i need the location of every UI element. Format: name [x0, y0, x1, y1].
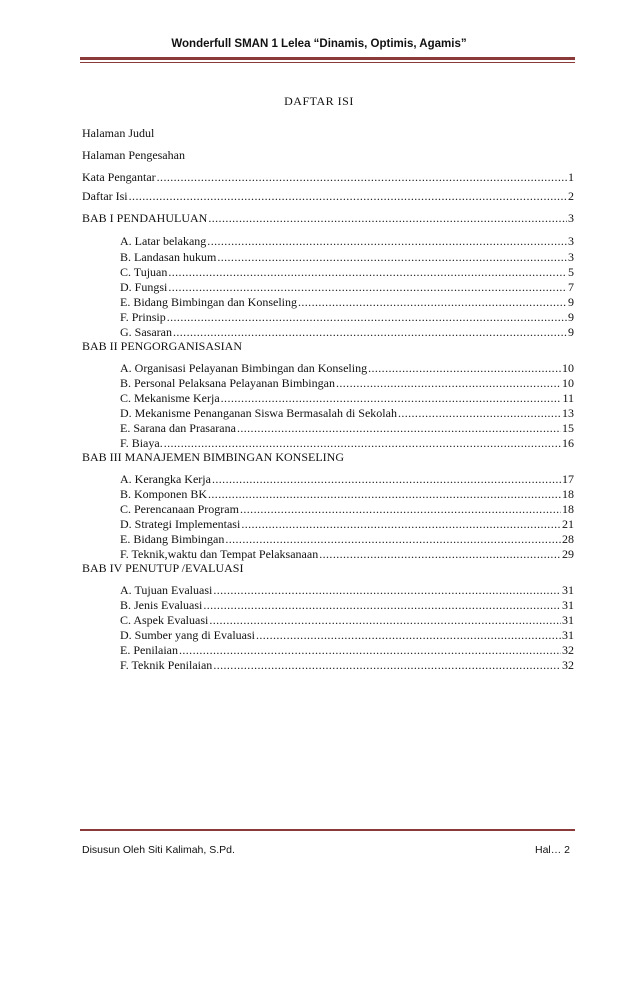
toc-subentry-label: C. Perencanaan Program [120, 502, 239, 516]
toc-leader [173, 325, 567, 340]
toc-front-halaman-judul: Halaman Judul [82, 126, 155, 140]
toc-subentry-page: 5 [568, 265, 574, 279]
toc-subentry[interactable] [120, 361, 574, 376]
toc-subentry[interactable] [120, 295, 574, 310]
footer-author: Disusun Oleh Siti Kalimah, S.Pd. [82, 844, 235, 856]
toc-subentry-page: 9 [568, 295, 574, 309]
toc-leader [209, 613, 561, 628]
toc-subentry[interactable] [120, 391, 574, 406]
toc-subentry[interactable] [120, 487, 574, 502]
toc-chapter-heading[interactable]: BAB II PENGORGANISASIAN [82, 339, 243, 353]
toc-leader [368, 361, 561, 376]
toc-subentry-page: 13 [562, 406, 574, 420]
toc-entry-label: BAB I PENDAHULUAN [82, 211, 208, 225]
toc-leader [256, 628, 561, 643]
toc-subentry[interactable] [120, 628, 574, 643]
toc-subentry-label: E. Bidang Bimbingan dan Konseling [120, 295, 297, 309]
toc-subentry-page: 9 [568, 310, 574, 324]
toc-leader [207, 234, 567, 249]
toc-subentry-label: F. Biaya. [120, 436, 163, 450]
toc-leader [241, 517, 561, 532]
toc-subentry[interactable] [120, 234, 574, 249]
toc-subentry-label: D. Strategi Implementasi [120, 517, 241, 531]
toc-entry[interactable] [82, 211, 574, 226]
toc-subentry[interactable] [120, 598, 574, 613]
toc-subentry-page: 10 [562, 376, 574, 390]
toc-leader [240, 502, 561, 517]
toc-entry-label: Kata Pengantar [82, 170, 156, 184]
page-header: Wonderfull SMAN 1 Lelea “Dinamis, Optimis, Agamis” [171, 38, 467, 50]
toc-subentry-page: 3 [568, 234, 574, 248]
toc-front-halaman-pengesahan: Halaman Pengesahan [82, 148, 185, 162]
toc-subentry-label: D. Mekanisme Penanganan Siswa Bermasalah di Sekolah [120, 406, 397, 420]
toc-subentry-label: F. Prinsip [120, 310, 166, 324]
toc-subentry-page: 17 [562, 472, 574, 486]
footer-page-number: Hal… 2 [534, 844, 570, 856]
toc-leader [168, 280, 567, 295]
toc-subentry-label: D. Sumber yang di Evaluasi [120, 628, 255, 642]
toc-subentry[interactable] [120, 658, 574, 673]
toc-subentry-label: B. Komponen BK [120, 487, 207, 501]
toc-chapter-heading[interactable]: BAB IV PENUTUP /EVALUASI [82, 561, 244, 575]
toc-subentry-label: A. Kerangka Kerja [120, 472, 211, 486]
toc-subentry-label: B. Personal Pelaksana Pelayanan Bimbingan [120, 376, 335, 390]
toc-subentry-label: B. Jenis Evaluasi [120, 598, 203, 612]
footer-rule [80, 829, 575, 831]
toc-subentry-label: G. Sasaran [120, 325, 172, 339]
toc-subentry[interactable] [120, 421, 574, 436]
toc-entry-page: 2 [568, 189, 574, 203]
toc-subentry-page: 10 [562, 361, 574, 375]
toc-leader [212, 472, 561, 487]
toc-subentry-label: F. Teknik,waktu dan Tempat Pelaksanaan [120, 547, 319, 561]
toc-subentry-page: 16 [562, 436, 574, 450]
toc-subentry-page: 3 [568, 250, 574, 264]
toc-subentry-page: 7 [568, 280, 574, 294]
toc-entry-page: 1 [568, 170, 574, 184]
toc-leader [164, 436, 561, 451]
toc-subentry[interactable] [120, 613, 574, 628]
toc-subentry-page: 11 [562, 391, 574, 405]
toc-subentry-page: 31 [562, 598, 574, 612]
toc-subentry-page: 18 [562, 502, 574, 516]
toc-subentry-label: B. Landasan hukum [120, 250, 217, 264]
toc-leader [237, 421, 561, 436]
toc-subentry[interactable] [120, 547, 574, 562]
toc-subentry[interactable] [120, 280, 574, 295]
toc-subentry-label: D. Fungsi [120, 280, 168, 294]
toc-subentry-label: C. Mekanisme Kerja [120, 391, 220, 405]
toc-entry-label: Daftar Isi [82, 189, 128, 203]
toc-subentry-label: A. Latar belakang [120, 234, 207, 248]
toc-entry-page: 3 [568, 211, 574, 225]
toc-subentry[interactable] [120, 502, 574, 517]
header-rule-thick [80, 57, 575, 60]
toc-subentry[interactable] [120, 325, 574, 340]
toc-subentry-page: 28 [562, 532, 574, 546]
toc-subentry-page: 15 [562, 421, 574, 435]
toc-subentry-page: 21 [562, 517, 574, 531]
toc-subentry-page: 31 [562, 583, 574, 597]
toc-subentry[interactable] [120, 643, 574, 658]
toc-subentry-page: 31 [562, 628, 574, 642]
toc-subentry[interactable] [120, 376, 574, 391]
toc-leader [167, 310, 567, 325]
toc-leader [336, 376, 561, 391]
page-title: DAFTAR ISI [284, 94, 354, 108]
toc-subentry-page: 32 [562, 658, 574, 672]
toc-subentry[interactable] [120, 472, 574, 487]
header-rule-thin [80, 62, 575, 63]
toc-subentry[interactable] [120, 406, 574, 421]
toc-subentry[interactable] [120, 517, 574, 532]
toc-chapter-heading[interactable]: BAB III MANAJEMEN BIMBINGAN KONSELING [82, 450, 344, 464]
toc-leader [298, 295, 567, 310]
toc-subentry-label: C. Tujuan [120, 265, 168, 279]
toc-leader [213, 583, 561, 598]
toc-subentry[interactable] [120, 532, 574, 547]
toc-leader [168, 265, 567, 280]
toc-leader [157, 170, 567, 185]
toc-subentry[interactable] [120, 310, 574, 325]
toc-leader [208, 211, 567, 226]
toc-subentry-label: C. Aspek Evaluasi [120, 613, 209, 627]
toc-leader [319, 547, 561, 562]
toc-subentry-page: 32 [562, 643, 574, 657]
toc-leader [398, 406, 561, 421]
toc-leader [217, 250, 567, 265]
toc-subentry-label: E. Bidang Bimbingan [120, 532, 225, 546]
toc-subentry-label: A. Organisasi Pelayanan Bimbingan dan Konseling [120, 361, 368, 375]
toc-leader [203, 598, 561, 613]
toc-subentry-page: 29 [562, 547, 574, 561]
toc-subentry[interactable] [120, 250, 574, 265]
toc-entry[interactable] [82, 189, 574, 204]
toc-leader [129, 189, 567, 204]
toc-subentry-label: E. Sarana dan Prasarana [120, 421, 236, 435]
toc-subentry-label: A. Tujuan Evaluasi [120, 583, 213, 597]
toc-subentry-label: F. Teknik Penilaian [120, 658, 213, 672]
toc-leader [221, 391, 562, 406]
toc-subentry[interactable] [120, 583, 574, 598]
toc-leader [208, 487, 561, 502]
toc-leader [225, 532, 561, 547]
toc-subentry-page: 9 [568, 325, 574, 339]
toc-subentry-page: 31 [562, 613, 574, 627]
toc-leader [179, 643, 561, 658]
toc-subentry[interactable] [120, 436, 574, 451]
toc-entry[interactable] [82, 170, 574, 185]
toc-subentry[interactable] [120, 265, 574, 280]
toc-subentry-page: 18 [562, 487, 574, 501]
toc-leader [213, 658, 561, 673]
toc-subentry-label: E. Penilaian [120, 643, 178, 657]
